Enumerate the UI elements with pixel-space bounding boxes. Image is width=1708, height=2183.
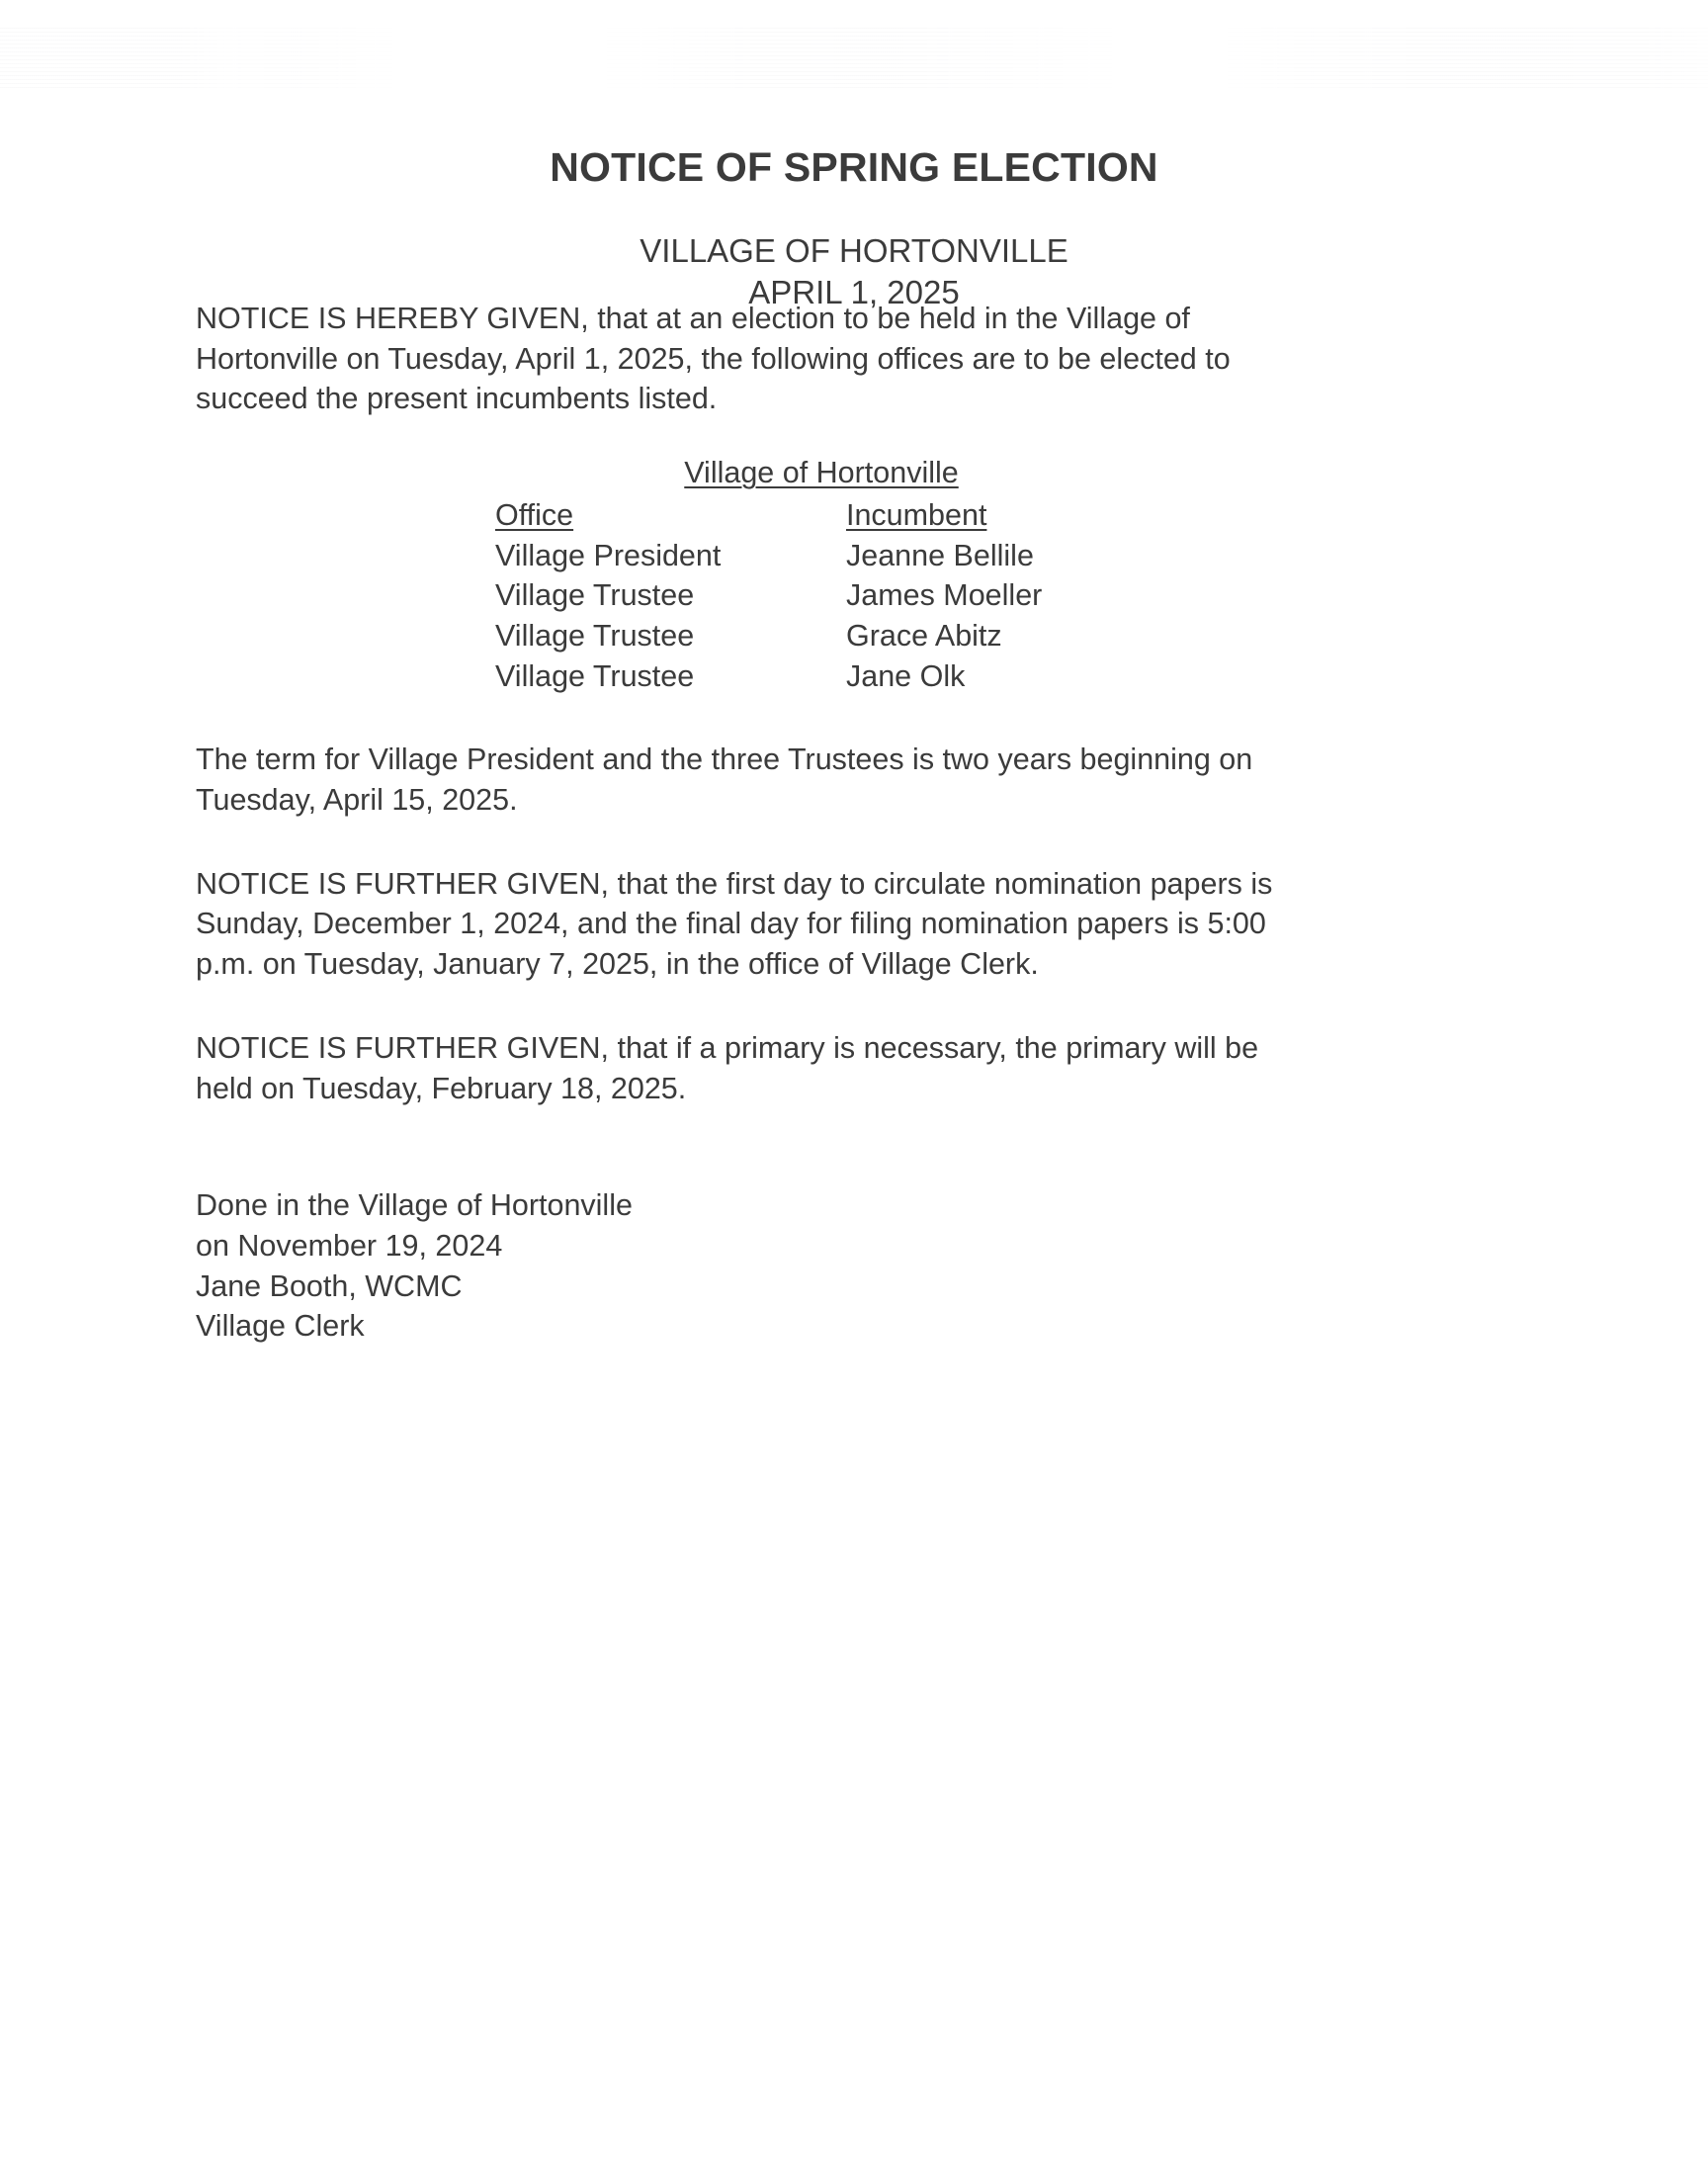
table-row: [196, 575, 1289, 616]
column-header-office: Office: [495, 497, 574, 532]
spacer: [196, 696, 1289, 740]
signature-location: Done in the Village of Hortonville: [196, 1188, 633, 1223]
term-paragraph: The term for Village President and the three Trustees is two years beginning on Tuesday, April 15, 2025.: [196, 742, 1253, 818]
cell-incumbent: Grace Abitz: [846, 618, 1002, 653]
subtitle-election-date: APRIL 1, 2025: [748, 273, 960, 310]
spacer: [196, 1108, 1289, 1185]
cell-incumbent: Jane Olk: [846, 658, 966, 693]
cell-office: Village Trustee: [495, 578, 695, 613]
roster-heading-label: Village of Hortonville: [684, 456, 959, 490]
roster-table: [196, 495, 1289, 697]
roster-heading: [196, 453, 1289, 493]
table-row: [196, 656, 1289, 697]
spacer: [196, 985, 1289, 1028]
column-header-incumbent: Incumbent: [846, 497, 987, 532]
signature-block: [196, 1185, 1289, 1347]
intro-paragraph: NOTICE IS HEREBY GIVEN, that at an election to be held in the Village of Hortonville on Tuesday, April 1, 2025, the following offices are to be elected to succeed the present incumbents listed.: [196, 302, 1231, 416]
signature-date: on November 19, 2024: [196, 1228, 503, 1263]
page-title: NOTICE OF SPRING ELECTION: [550, 144, 1158, 190]
document-subtitle: [0, 191, 1708, 312]
primary-paragraph: NOTICE IS FURTHER GIVEN, that if a primary is necessary, the primary will be held on Tuesday, February 18, 2025.: [196, 1030, 1259, 1105]
signature-name: Jane Booth, WCMC: [196, 1268, 463, 1303]
cell-office: Village Trustee: [495, 658, 695, 693]
roster-section: [196, 453, 1289, 696]
cell-incumbent: Jeanne Bellile: [846, 538, 1034, 572]
subtitle-municipality: VILLAGE OF HORTONVILLE: [640, 232, 1068, 270]
table-row: [196, 536, 1289, 576]
table-row: [196, 616, 1289, 656]
signature-title: Village Clerk: [196, 1309, 365, 1344]
cell-office: Village President: [495, 538, 722, 572]
document-content-column: [196, 299, 1289, 1347]
table-header-row: [196, 495, 1289, 536]
cell-office: Village Trustee: [495, 618, 695, 653]
spacer: [196, 419, 1289, 453]
cell-incumbent: James Moeller: [846, 578, 1043, 613]
nomination-paragraph: NOTICE IS FURTHER GIVEN, that the first day to circulate nomination papers is Sunday, December 1, 2024, and the final day for filing nomination papers is 5:00 p.m. on Tuesday, January 7, 2025, in the office of Village Clerk.: [196, 866, 1273, 982]
spacer: [196, 821, 1289, 864]
